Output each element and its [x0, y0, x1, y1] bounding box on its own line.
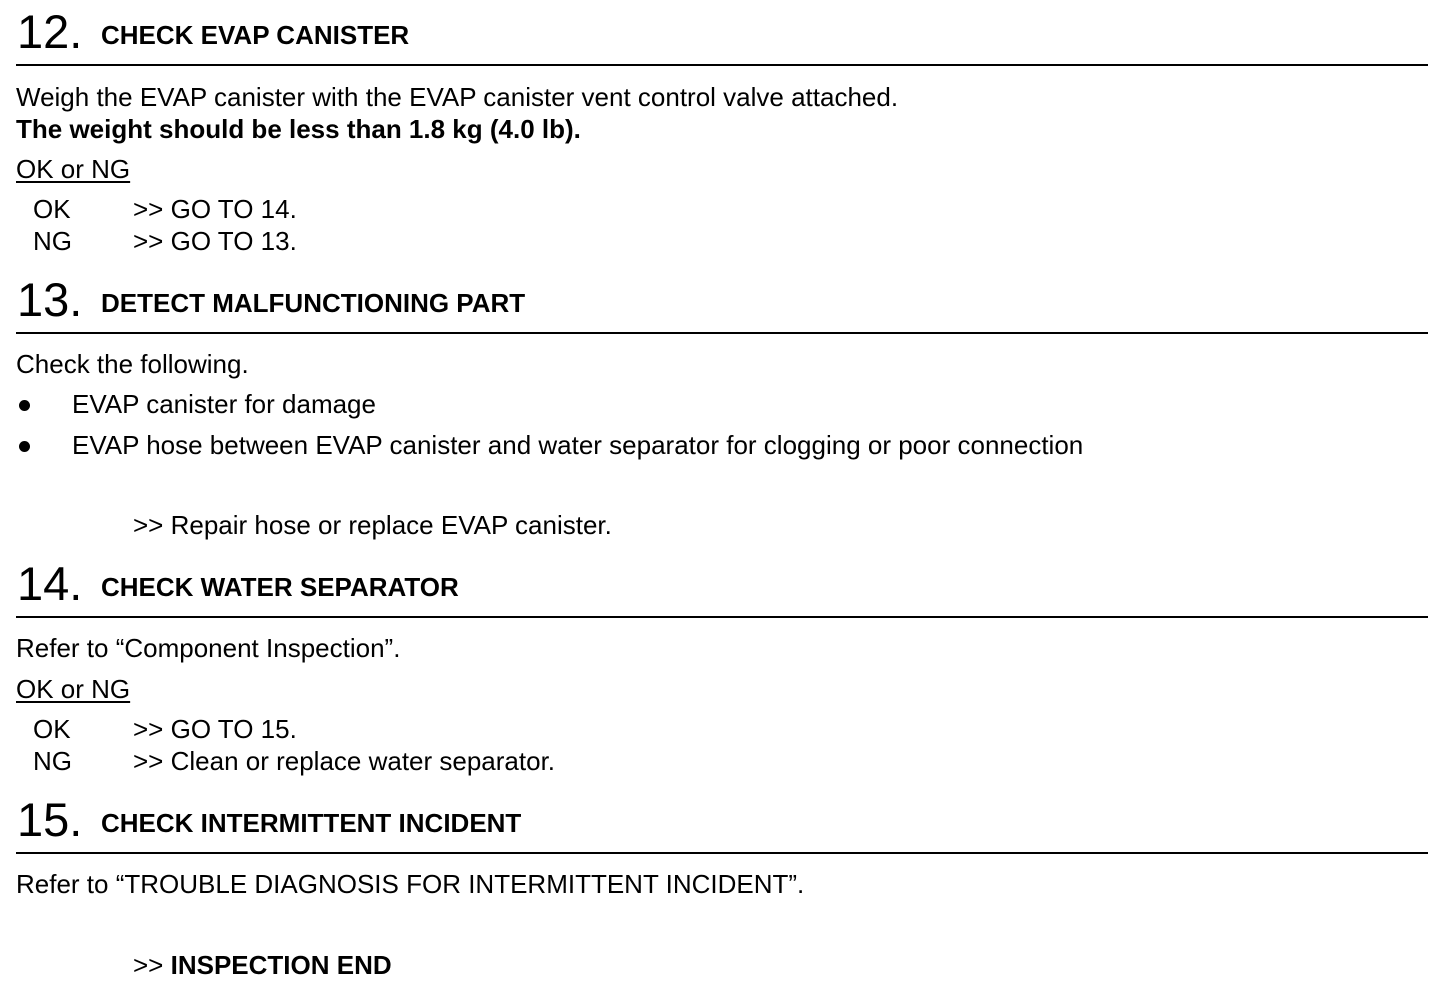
step-13-bullet-1: EVAP canister for damage — [72, 389, 376, 419]
step-14-instruction: Refer to “Component Inspection”. — [16, 633, 401, 663]
step-13-number: 13. — [17, 273, 83, 326]
step-14-okng-label: OK or NG — [16, 674, 131, 704]
step-15-number: 15. — [17, 793, 83, 846]
bullet-dot — [19, 441, 30, 452]
step-14-ng-code: NG — [33, 746, 72, 776]
step-12-ng-code: NG — [33, 226, 72, 256]
step-14-title: CHECK WATER SEPARATOR — [101, 572, 459, 602]
step-13-title: DETECT MALFUNCTIONING PART — [101, 288, 526, 318]
step-12-ok-code: OK — [33, 194, 71, 224]
step-14-number: 14. — [17, 557, 83, 610]
step-12-spec: The weight should be less than 1.8 kg (4.0 lb). — [16, 114, 581, 144]
bullet-dot — [19, 400, 30, 411]
step-13-bullet-2: EVAP hose between EVAP canister and water separator for clogging or poor connection — [72, 430, 1084, 460]
step-15-title: CHECK INTERMITTENT INCIDENT — [101, 808, 522, 838]
inspection-end-label: INSPECTION END — [170, 950, 392, 980]
inspection-end-prefix: >> — [133, 950, 164, 980]
step-12-divider — [16, 64, 1428, 66]
step-14-ng-action: >> Clean or replace water separator. — [133, 746, 556, 776]
step-12-title: CHECK EVAP CANISTER — [101, 20, 410, 50]
step-12-okng-label: OK or NG — [16, 154, 131, 184]
step-14-ok-code: OK — [33, 714, 71, 744]
step-14-divider — [16, 616, 1428, 618]
step-12-ng-action: >> GO TO 13. — [133, 226, 297, 256]
step-13-action: >> Repair hose or replace EVAP canister. — [133, 510, 612, 540]
step-12-instruction: Weigh the EVAP canister with the EVAP canister vent control valve attached. — [16, 82, 899, 112]
step-13-instruction: Check the following. — [16, 349, 249, 379]
step-15-instruction: Refer to “TROUBLE DIAGNOSIS FOR INTERMITTENT INCIDENT”. — [16, 869, 805, 899]
step-14-ok-action: >> GO TO 15. — [133, 714, 297, 744]
step-12-number: 12. — [17, 5, 83, 58]
step-12-ok-action: >> GO TO 14. — [133, 194, 297, 224]
step-15-divider — [16, 852, 1428, 854]
step-13-divider — [16, 332, 1428, 334]
inspection-end-line — [133, 952, 392, 978]
